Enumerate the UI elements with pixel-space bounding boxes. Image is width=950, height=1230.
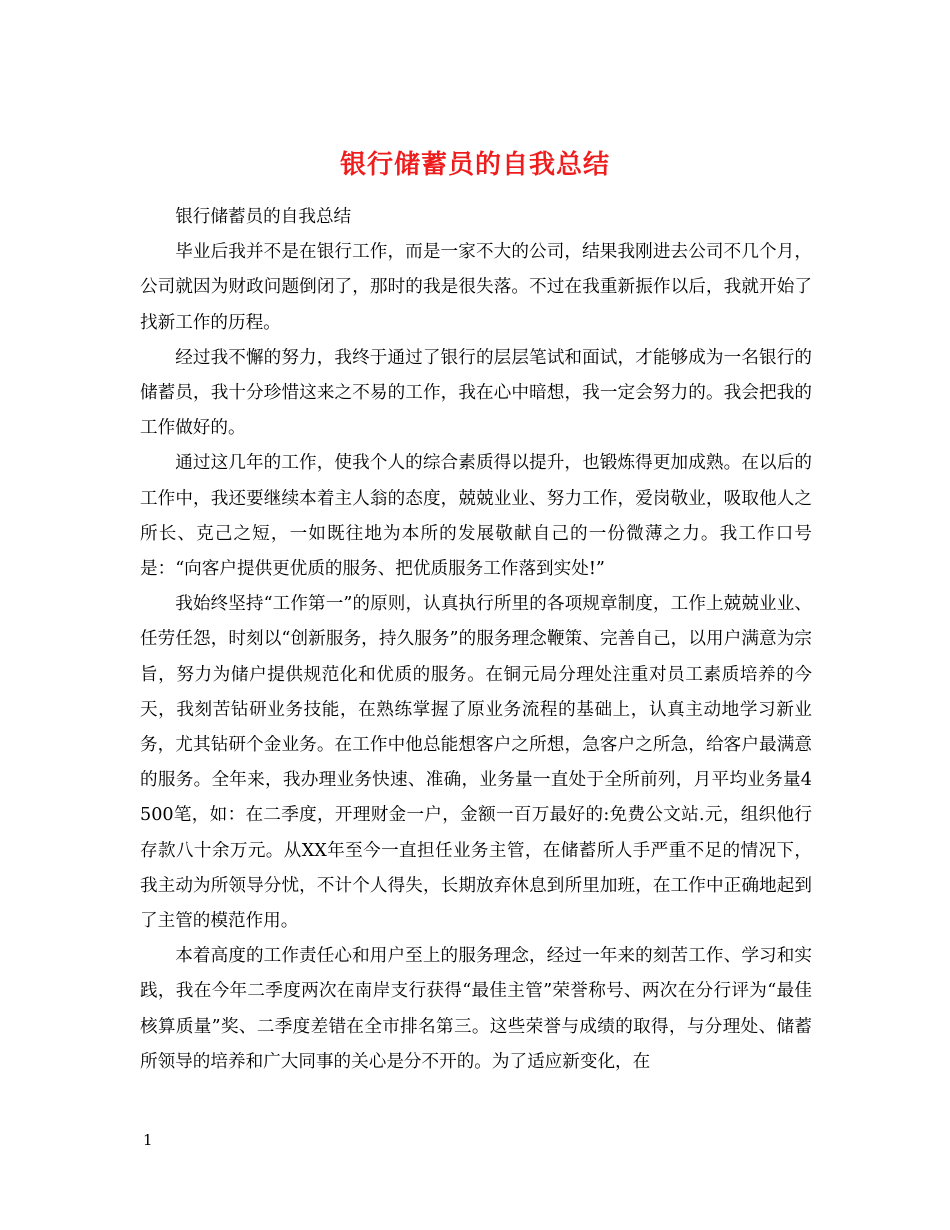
paragraph: 通过这几年的工作，使我个人的综合素质得以提升，也锻炼得更加成熟。在以后的工作中，我还要继续本着主人翁的态度，兢兢业业、努力工作，爱岗敬业，吸取他人之所长、克己之短，一如既往地为本所的发展敬献自己的一份微薄之力。我工作口号是：“向客户提供更优质的服务、把优质服务工作落到实处!” [140,453,812,580]
paragraph: 毕业后我并不是在银行工作，而是一家不大的公司，结果我刚进去公司不几个月，公司就因为财政问题倒闭了，那时的我是很失落。不过在我重新振作以后，我就开始了找新工作的历程。 [140,242,812,333]
page-number: 1 [143,1131,153,1149]
paragraph: 我始终坚持“工作第一”的原则，认真执行所里的各项规章制度，工作上兢兢业业、任劳任怨，时刻以“创新服务，持久服务”的服务理念鞭策、完善自己，以用户满意为宗旨，努力为储户提供规范化和优质的服务。在铜元局分理处注重对员工素质培养的今天，我刻苦钻研业务技能，在熟练掌握了原业务流程的基础上，认真主动地学习新业务，尤其钻研个金业务。在工作中他总能想客户之所想，急客户之所急，给客户最满意的服务。全年来，我办理业务快速、准确，业务量一直处于全所前列，月平均业务量4500笔，如：在二季度，开理财金一户，金额一百万最好的:免费公文站.元，组织他行存款八十余万元。从XX年至今一直担任业务主管，在储蓄所人手严重不足的情况下，我主动为所领导分忧，不计个人得失，长期放弃休息到所里加班，在工作中正确地起到了主管的模范作用。 [140,594,812,932]
paragraph: 本着高度的工作责任心和用户至上的服务理念，经过一年来的刻苦工作、学习和实践，我在今年二季度两次在南岸支行获得“最佳主管”荣誉称号、两次在分行评为“最佳核算质量”奖、二季度差错在全市排名第三。这些荣誉与成绩的取得，与分理处、储蓄所领导的培养和广大同事的关心是分不开的。为了适应新变化，在 [140,946,812,1072]
document-body [140,200,812,1080]
page-title: 银行储蓄员的自我总结 [339,150,610,181]
paragraph: 经过我不懈的努力，我终于通过了银行的层层笔试和面试，才能够成为一名银行的储蓄员，我十分珍惜这来之不易的工作，我在心中暗想，我一定会努力的。我会把我的工作做好的。 [140,347,812,439]
paragraph: 银行储蓄员的自我总结 [175,207,352,227]
